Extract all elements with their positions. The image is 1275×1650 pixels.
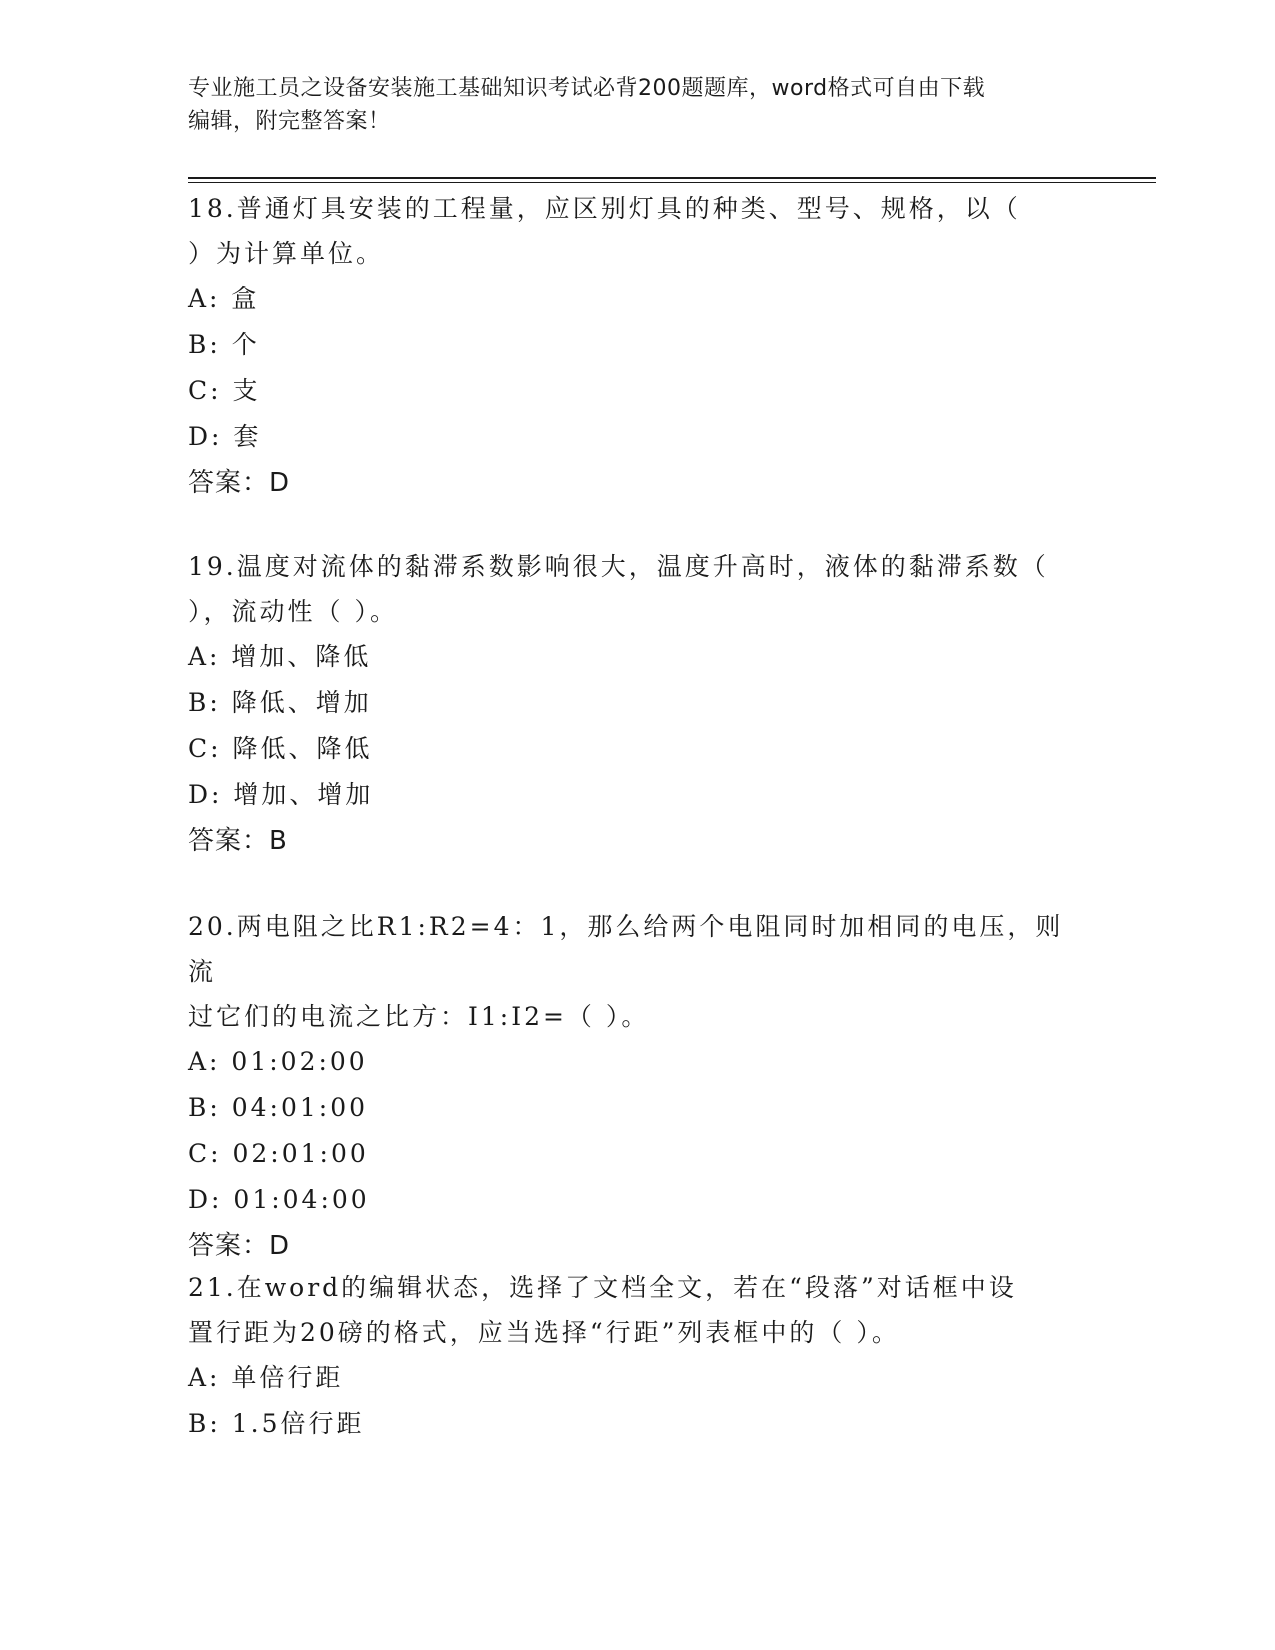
question-stem-line-1: 21.在word的编辑状态，选择了文档全文，若在“段落”对话框中设: [188, 1273, 1017, 1302]
question-19: [188, 544, 1088, 864]
option-d: D: 01:04:00: [188, 1185, 370, 1214]
option-b: B: 1.5倍行距: [188, 1409, 365, 1438]
answer: 答案：D: [188, 468, 291, 498]
question-stem-line-2: 置行距为20磅的格式，应当选择“行距”列表框中的（ ）。: [188, 1318, 900, 1347]
option-b: B: 降低、增加: [188, 688, 372, 717]
question-stem-line-1: 19.温度对流体的黏滞系数影响很大，温度升高时，液体的黏滞系数（: [188, 552, 1049, 581]
option-c: C: 02:01:00: [188, 1139, 369, 1168]
header-line-2: 编辑，附完整答案！: [188, 109, 391, 134]
question-20: [188, 904, 1088, 1269]
question-18: [188, 186, 1088, 506]
option-a: A: 增加、降低: [188, 642, 372, 671]
header-line-1: 专业施工员之设备安装施工基础知识考试必背200题题库，word格式可自由下载: [188, 76, 986, 101]
option-a: A: 单倍行距: [188, 1363, 344, 1392]
option-a: A: 01:02:00: [188, 1047, 368, 1076]
option-b: B: 04:01:00: [188, 1093, 369, 1122]
answer: 答案：D: [188, 1231, 291, 1261]
option-c: C: 支: [188, 376, 261, 405]
option-b: B: 个: [188, 330, 260, 359]
header-divider-thick: [188, 177, 1156, 179]
question-stem-line-1: 20.两电阻之比R1:R2=4：1，那么给两个电阻同时加相同的电压，则流: [188, 912, 1064, 986]
header-divider-thin: [188, 182, 1156, 183]
document-header: [188, 72, 1088, 138]
question-stem-line-2: ）为计算单位。: [188, 239, 385, 268]
question-21: [188, 1265, 1088, 1447]
option-c: C: 降低、降低: [188, 734, 373, 763]
option-d: D: 增加、增加: [188, 780, 374, 809]
option-a: A: 盒: [188, 284, 260, 313]
question-stem-line-2: ），流动性（ ）。: [188, 597, 398, 626]
option-d: D: 套: [188, 422, 262, 451]
question-stem-line-2: 过它们的电流之比方：I1:I2=（ ）。: [188, 1002, 650, 1031]
question-stem-line-1: 18.普通灯具安装的工程量，应区别灯具的种类、型号、规格，以（: [188, 194, 1021, 223]
answer: 答案：B: [188, 826, 288, 856]
